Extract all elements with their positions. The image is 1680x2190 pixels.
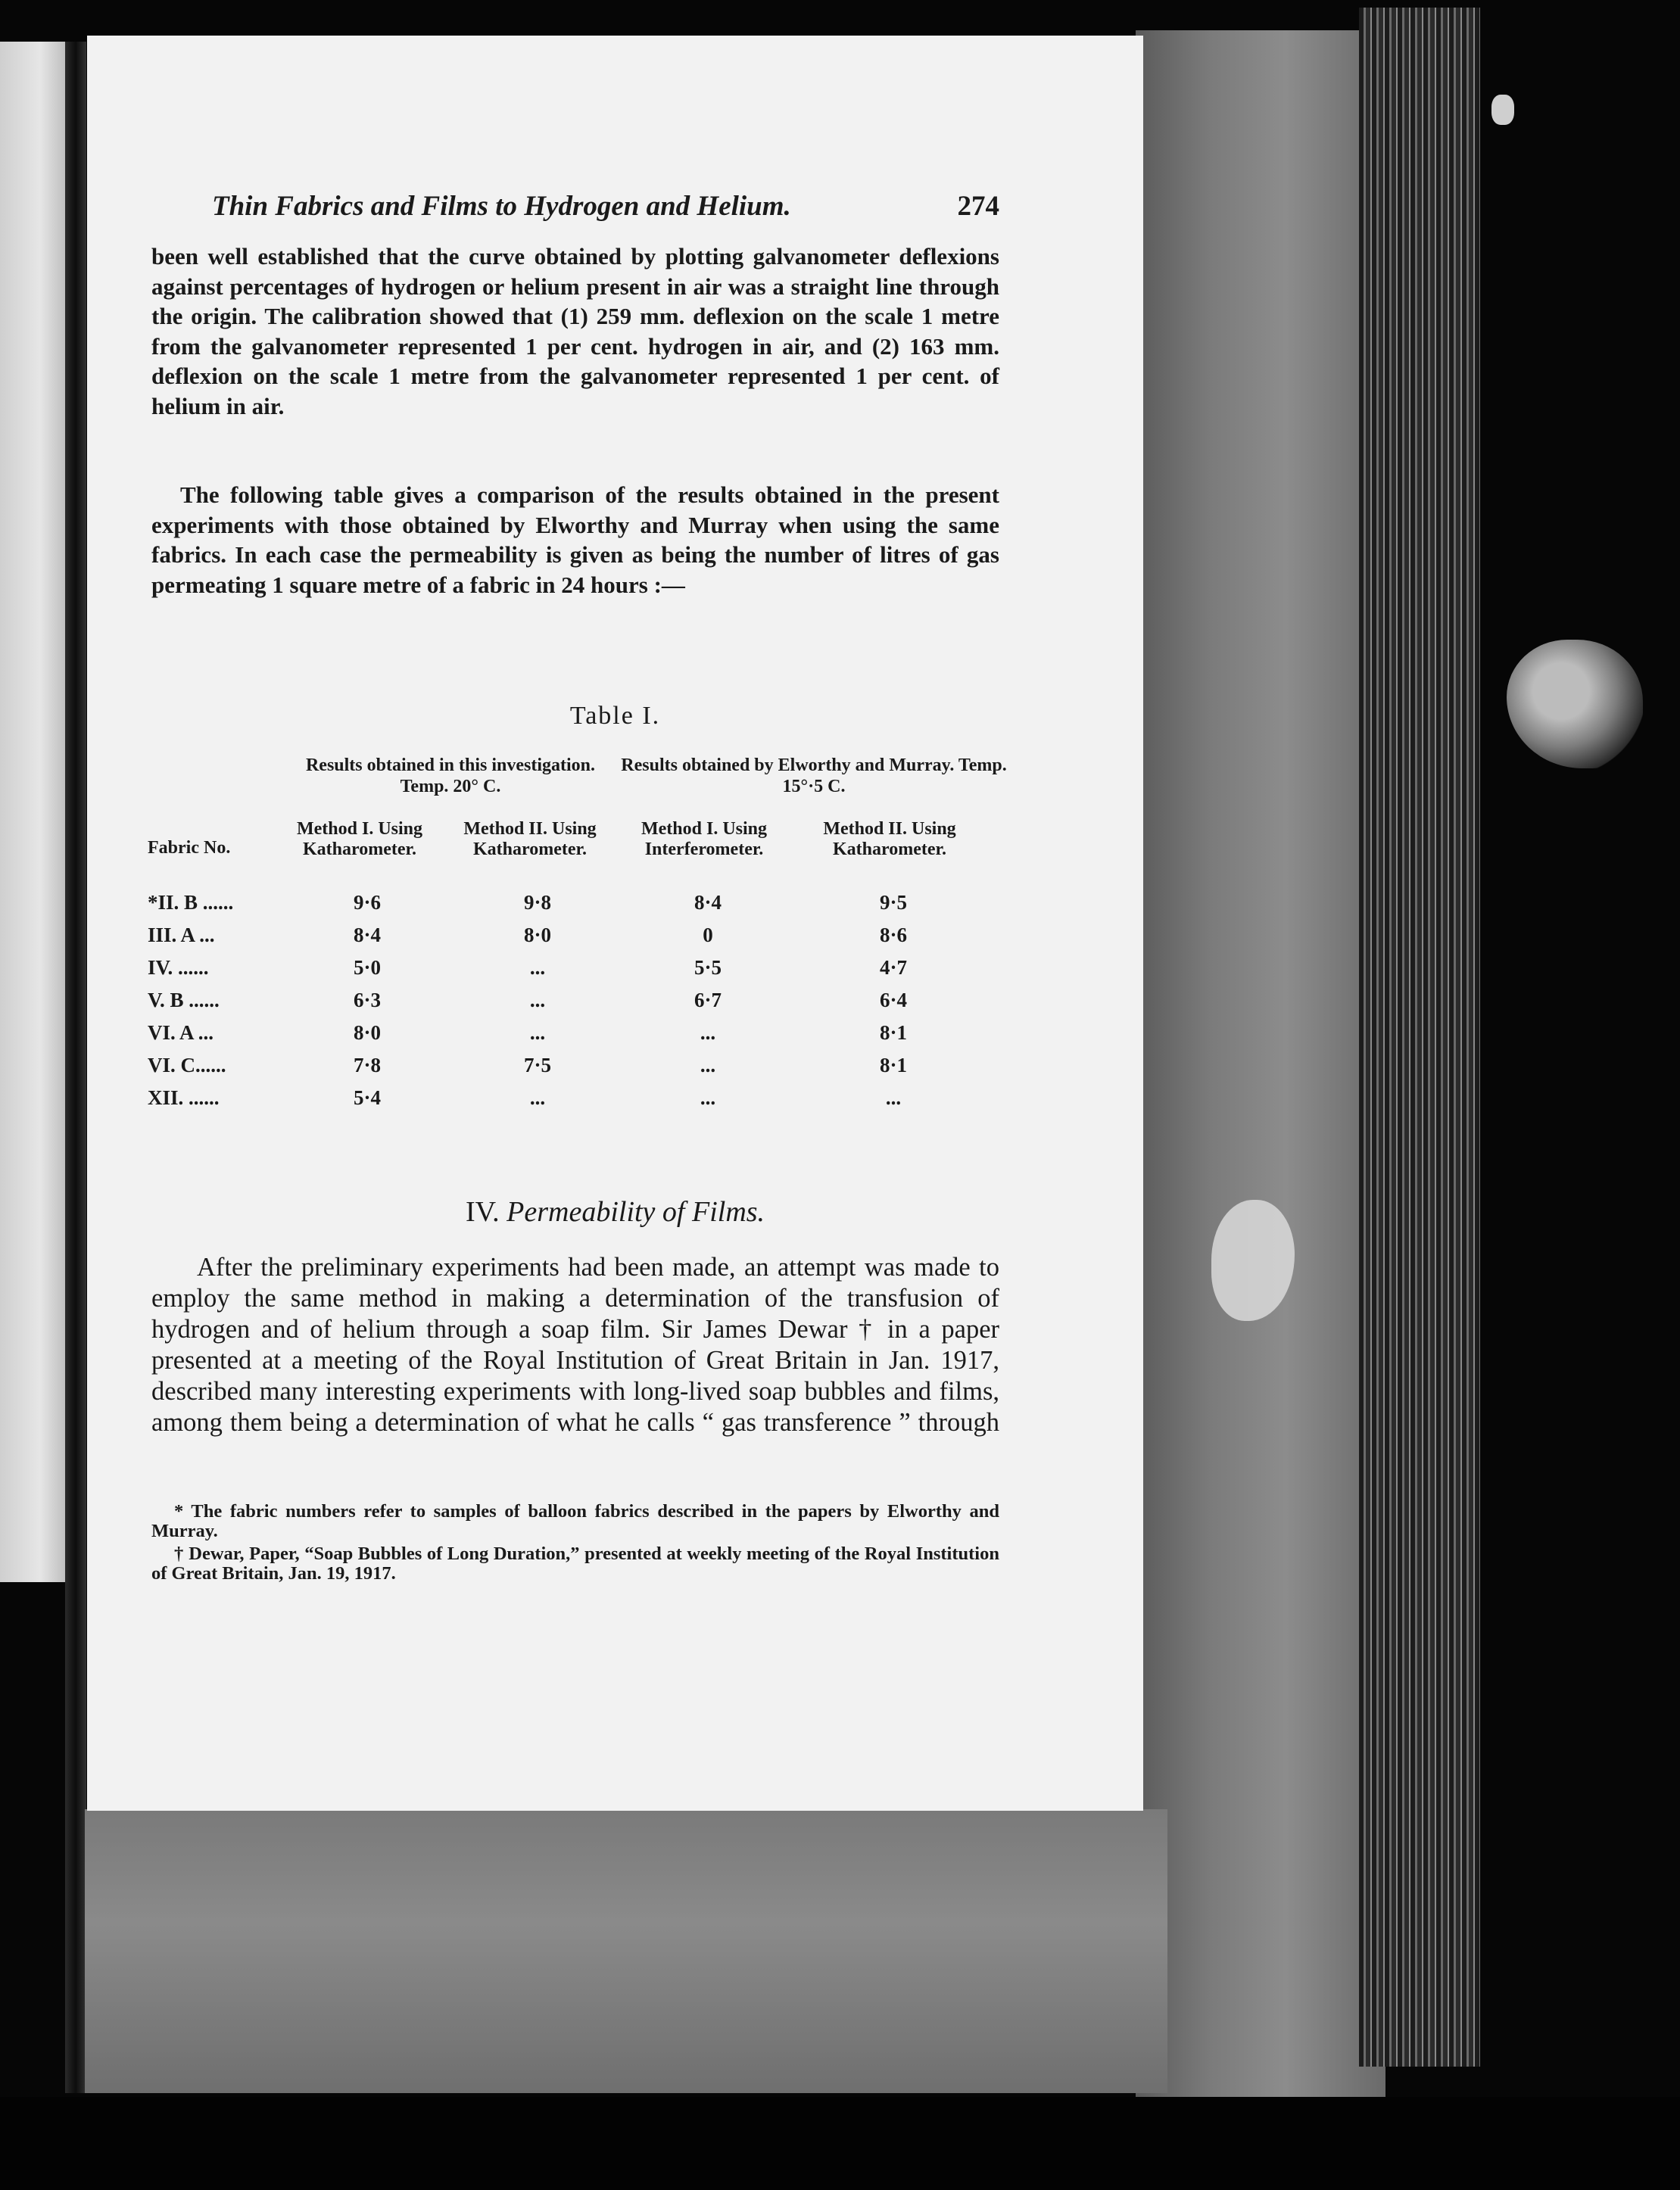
- paper-damage-spot: [1507, 640, 1643, 768]
- table-cell: ...: [529, 1086, 546, 1109]
- column-header-method2-kath: Method II. Using Katharometer.: [463, 819, 597, 859]
- table-cell: ...: [700, 1054, 716, 1076]
- table-cell: 7·8: [353, 1054, 381, 1076]
- table-row: [148, 924, 1003, 956]
- table-cell: ...: [529, 1021, 546, 1044]
- table-cell: XII. ......: [148, 1086, 220, 1109]
- book-page: [87, 36, 1143, 1811]
- table-row: [148, 1086, 1003, 1119]
- table-row: [148, 956, 1003, 989]
- table-cell: VI. C......: [148, 1054, 226, 1076]
- table-cell: 5·0: [353, 956, 381, 979]
- table-cell: 6·3: [353, 989, 381, 1011]
- table-cell: 6·7: [694, 989, 722, 1011]
- table-cell: 8·4: [353, 924, 381, 946]
- table-row: [148, 891, 1003, 924]
- table-group-header-2: Results obtained by Elworthy and Murray. Temp. 15°·5 C.: [621, 755, 1007, 796]
- bottom-border: [0, 2097, 1680, 2190]
- table-cell: 6·4: [879, 989, 907, 1011]
- table-cell: *II. B ......: [148, 891, 234, 914]
- table-cell: 5·4: [353, 1086, 381, 1109]
- lower-board: [85, 1809, 1167, 2093]
- table-cell: ...: [885, 1086, 902, 1109]
- table-cell: ...: [700, 1021, 716, 1044]
- column-header-method2-kath-em: Method II. Using Katharometer.: [823, 819, 956, 859]
- column-header-method1-kath: Method I. Using Katharometer.: [296, 819, 423, 859]
- table-group-header-1: Results obtained in this investigation. Temp. 20° C.: [305, 755, 596, 796]
- table-cell: III. A ...: [148, 924, 215, 946]
- table-row: [148, 1021, 1003, 1054]
- book-gutter: [65, 42, 86, 2093]
- table-cell: IV. ......: [148, 956, 209, 979]
- section-heading: [87, 1195, 1143, 1229]
- paragraph-table-intro: The following table gives a comparison of the results obtained in the present experiments with those obtained by Elworthy and Murray when using the same fabrics. In each case the permeability is given as being the number of litres of gas permeating 1 square metre of a fabric in 24 hours :—: [151, 481, 999, 598]
- table-cell: 8·6: [879, 924, 907, 946]
- page-number: 274: [957, 191, 999, 222]
- column-header-fabric: Fabric No.: [148, 838, 231, 858]
- table-cell: 5·5: [694, 956, 722, 979]
- table-cell: ...: [700, 1086, 716, 1109]
- table-row: [148, 1054, 1003, 1086]
- column-header-method1-interf: Method I. Using Interferometer.: [641, 819, 768, 859]
- table-title: Table I.: [569, 702, 661, 730]
- running-header: [212, 190, 999, 228]
- table-cell: V. B ......: [148, 989, 220, 1011]
- table-cell: 9·8: [523, 891, 551, 914]
- table-cell: 7·5: [523, 1054, 551, 1076]
- table-cell: 9·5: [879, 891, 907, 914]
- table-row: [148, 989, 1003, 1021]
- table-cell: ...: [529, 989, 546, 1011]
- book-cover-board: [1136, 30, 1385, 2104]
- paragraph-films: After the preliminary experiments had been made, an attempt was made to employ the same method in making a determination of the transfusion of hydrogen and of helium through a soap film. Sir James Dewar † in a paper presented at a meeting of the Royal Institution of Great Britain in Jan. 1917, described many interesting experiments with long-lived soap bubbles and films, among them being a determination of what he calls “ gas transference ” through: [151, 1253, 999, 1437]
- table-cell: VI. A ...: [148, 1021, 214, 1044]
- table-cell: 8·1: [879, 1021, 907, 1044]
- table-cell: 0: [703, 924, 713, 946]
- section-title: Permeability of Films.: [506, 1196, 765, 1228]
- table-cell: 8·0: [523, 924, 551, 946]
- section-number: IV.: [465, 1196, 500, 1228]
- table-cell: 9·6: [353, 891, 381, 914]
- table-cell: 8·0: [353, 1021, 381, 1044]
- left-page-edge: [0, 42, 67, 1582]
- table-cell: ...: [529, 956, 546, 979]
- header-title: Thin Fabrics and Films to Hydrogen and Helium.: [212, 191, 791, 222]
- speck: [1491, 95, 1514, 125]
- footnote-fabric: * The fabric numbers refer to samples of balloon fabrics described in the papers by Elworthy and Murray.: [151, 1501, 999, 1541]
- table-cell: 8·4: [694, 891, 722, 914]
- footnote-dewar: † Dewar, Paper, “Soap Bubbles of Long Duration,” presented at weekly meeting of the Royal Institution of Great Britain, Jan. 19, 1917.: [151, 1544, 999, 1584]
- table-cell: 8·1: [879, 1054, 907, 1076]
- paragraph-calibration: been well established that the curve obtained by plotting galvanometer deflexions against percentages of hydrogen or helium present in air was a straight line through the origin. The calibration showed that (1) 259 mm. deflexion on the scale 1 metre from the galvanometer represented 1 per cent. hydrogen in air, and (2) 163 mm. deflexion on the scale 1 metre from the galvanometer represented 1 per cent. of helium in air.: [151, 243, 999, 419]
- page-stack-edges: [1359, 8, 1480, 2067]
- table-cell: 4·7: [879, 956, 907, 979]
